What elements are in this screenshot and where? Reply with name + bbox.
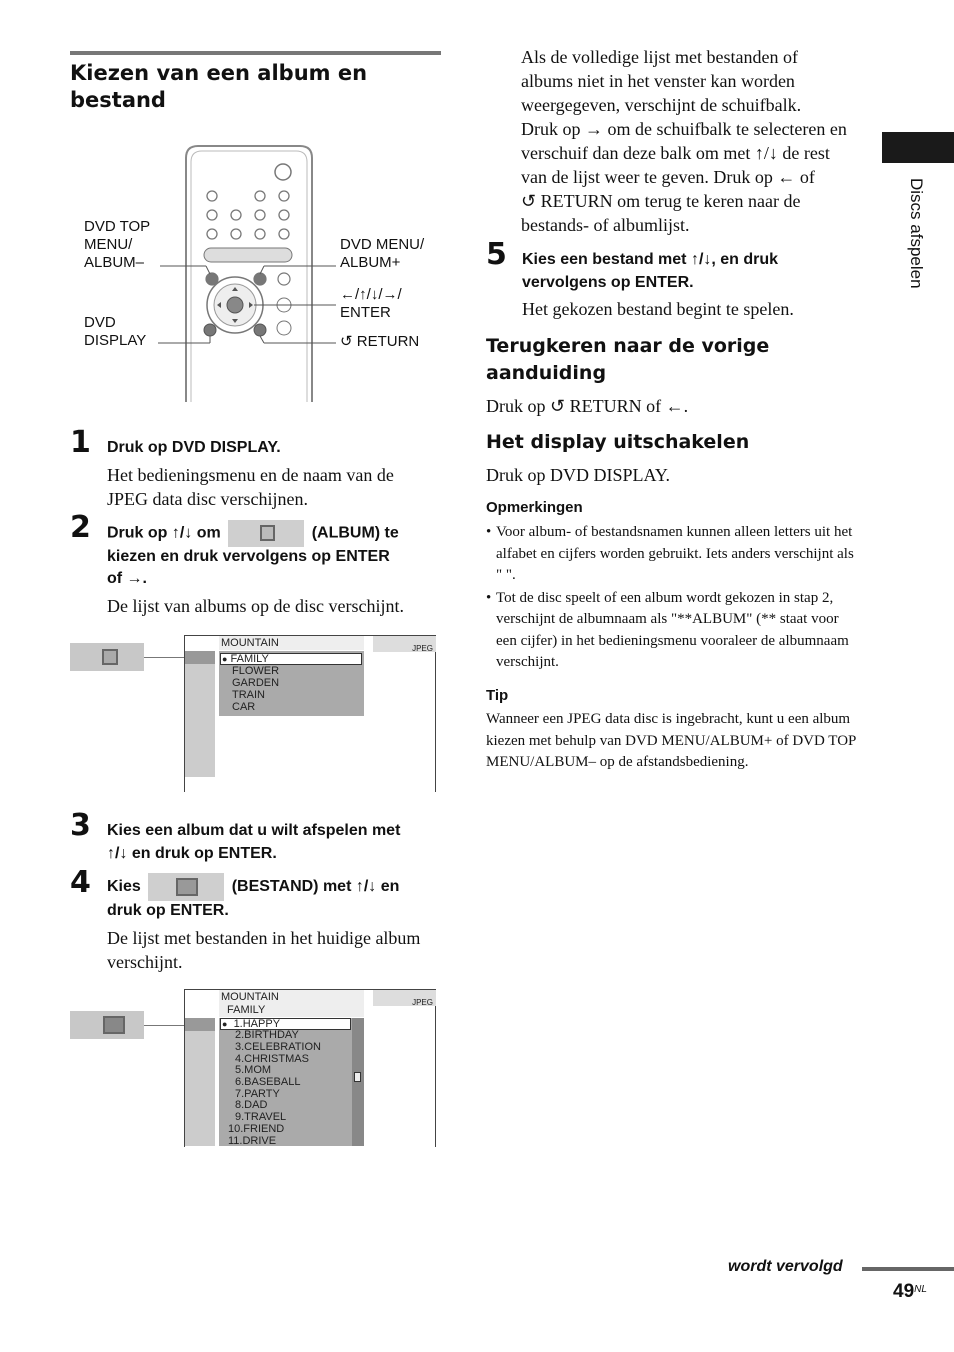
file-list-callout-icon <box>70 1011 144 1039</box>
album-list-callout-icon <box>70 643 144 671</box>
label-arrows-enter: ←/↑/↓/→/ ENTER <box>340 286 402 321</box>
step-4-title: Kies (BESTAND) met ↑/↓ en <box>107 873 399 901</box>
file-list-header: MOUNTAIN <box>221 991 279 1003</box>
title-rule <box>70 51 441 55</box>
step-5-body: Het gekozen bestand begint te spelen. <box>522 299 794 319</box>
page-number: $49^{NL}$ <box>893 1281 927 1302</box>
list-item[interactable]: GARDEN <box>232 677 280 689</box>
label-dvd-display: DVD DISPLAY <box>84 314 147 349</box>
jpeg-tag: JPEG <box>412 998 433 1007</box>
scrollbar-thumb-icon[interactable] <box>354 1072 361 1082</box>
list-item[interactable]: FLOWER <box>232 665 280 677</box>
list-item[interactable]: CAR <box>232 701 256 713</box>
label-return: ↺ RETURN <box>340 333 420 350</box>
step-2-title-line2: kiezen en druk vervolgens op ENTER <box>107 548 390 565</box>
list-item[interactable]: 3.CELEBRATION <box>235 1040 321 1053</box>
back-heading: Terugkeren naar de vorige aanduiding <box>486 335 770 384</box>
label-dvd-top-menu: DVD TOP MENU/ ALBUM– <box>84 218 151 271</box>
jpeg-tag: JPEG <box>412 644 433 653</box>
list-item[interactable]: 6.BASEBALL <box>235 1076 301 1089</box>
list-item[interactable]: ● FAMILY <box>222 653 269 665</box>
continued-rule <box>862 1267 954 1271</box>
label-dvd-menu: DVD MENU/ ALBUM+ <box>340 236 425 271</box>
album-list-items <box>222 653 279 713</box>
list-item[interactable]: 4.CHRISTMAS <box>235 1052 309 1065</box>
list-item[interactable]: 2.BIRTHDAY <box>235 1029 299 1042</box>
file-list-subheader: FAMILY <box>227 1004 266 1016</box>
list-item[interactable]: 10.FRIEND <box>228 1122 285 1135</box>
notes-list <box>486 522 858 674</box>
step-1-body: Het bedieningsmenu en de naam van de JPEG data disc verschijnen. <box>107 465 394 509</box>
note-item: • Tot de disc speelt of een album wordt gekozen in stap 2, verschijnt de albumnaam als "**ALBUM" (** staat voor een cijfer) in het bedieningsmenu vooraleer de albumnaam verschijnt. <box>486 588 858 674</box>
continued-label: wordt vervolgd <box>728 1258 843 1275</box>
step-1-number: 1 <box>70 425 91 460</box>
step-4-body: De lijst met bestanden in het huidige album verschijnt. <box>107 928 421 972</box>
step-5-title-line2: vervolgens op ENTER. <box>522 274 694 291</box>
tip-heading: Tip <box>486 687 509 704</box>
list-item[interactable]: 7.PARTY <box>235 1087 280 1100</box>
step-4-number: 4 <box>70 865 91 900</box>
album-list-header: MOUNTAIN <box>221 637 279 649</box>
file-icon <box>103 1016 125 1034</box>
file-icon-button <box>148 873 224 901</box>
side-tab-label: Discs afspelen <box>907 178 926 289</box>
step-3-title: Kies een album dat u wilt afspelen met <box>107 822 401 839</box>
note-item: • Voor album- of bestandsnamen kunnen alleen letters uit het alfabet en cijfers worden gebruikt. Iets anders verschijnt als " ". <box>486 522 858 587</box>
screen-left-strip <box>185 1018 215 1146</box>
back-body: Druk op ↺ RETURN of ←. <box>486 396 689 416</box>
album-icon <box>260 525 275 541</box>
step-3-number: 3 <box>70 808 91 843</box>
step-2-title-line3: of →. <box>107 570 147 587</box>
notes-heading: Opmerkingen <box>486 499 583 516</box>
list-item[interactable]: 5.MOM <box>235 1064 272 1077</box>
tip-body: Wanneer een JPEG data disc is ingebracht, kunt u een album kiezen met behulp van DVD MENU/ALBUM+ of DVD TOP MENU/ALBUM– op de afstandsbediening. <box>486 711 856 770</box>
side-tab-bar <box>882 132 954 163</box>
step-5-number: 5 <box>486 237 507 272</box>
album-icon-button <box>228 520 304 547</box>
screen-left-selected <box>185 1018 215 1031</box>
step-1-title: Druk op DVD DISPLAY. <box>107 439 281 456</box>
display-off-heading: Het display uitschakelen <box>486 431 750 453</box>
album-list-screen <box>184 635 436 792</box>
screen-left-strip <box>185 651 215 777</box>
list-item[interactable]: TRAIN <box>232 689 265 701</box>
file-list-scrollbar[interactable] <box>352 1018 364 1146</box>
section-title: Kiezen van een album en bestand <box>70 61 368 112</box>
file-list-screen <box>184 989 436 1147</box>
file-icon <box>176 878 198 896</box>
list-item[interactable]: ● 1.HAPPY <box>222 1017 281 1030</box>
display-off-body: Druk op DVD DISPLAY. <box>486 465 671 485</box>
file-list-items <box>222 1019 321 1148</box>
remote-control-drawing <box>70 140 450 410</box>
step-2-body: De lijst van albums op de disc verschijnt. <box>107 596 404 616</box>
right-intro-paragraph: Als de volledige lijst met bestanden of albums niet in het venster kan worden weergegeven, verschijnt de schuifbalk. Druk op → om de schuifbalk te selecteren en verschuif dan deze balk om met ↑/↓ de rest van de lijst weer te geven. Druk op ← of ↺ RETURN om terug te keren naar de bestands- of albumlijst. <box>521 47 847 235</box>
list-item[interactable]: 11.DRIVE <box>228 1134 277 1147</box>
step-2-title: Druk op ↑/↓ om (ALBUM) te <box>107 520 447 547</box>
step-5-title: Kies een bestand met ↑/↓, en druk <box>522 251 779 268</box>
remote-control-illustration <box>70 140 450 410</box>
step-2-number: 2 <box>70 510 91 545</box>
screen-left-selected <box>185 651 215 664</box>
step-4-title-line2: druk op ENTER. <box>107 902 229 919</box>
album-icon <box>102 649 118 665</box>
list-item[interactable]: 9.TRAVEL <box>235 1111 287 1124</box>
list-item[interactable]: 8.DAD <box>235 1099 268 1112</box>
step-3-title-line2: ↑/↓ en druk op ENTER. <box>107 845 277 862</box>
